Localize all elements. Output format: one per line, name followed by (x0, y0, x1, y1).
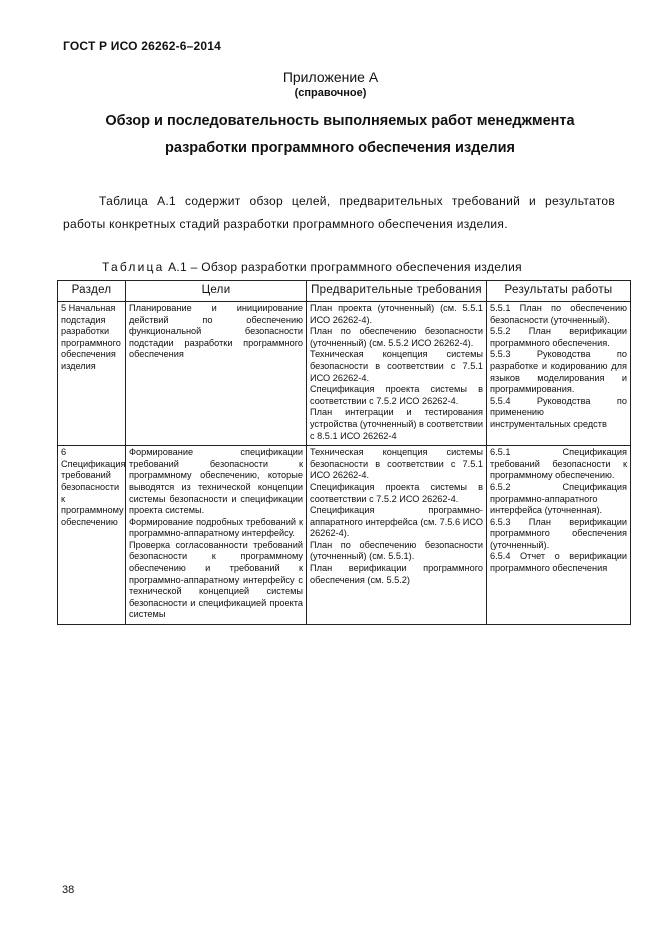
result-item: 5.5.1 План по обеспечению безопасности (уточненный). (490, 303, 627, 325)
row-goals (126, 302, 307, 446)
prerequisite-item: План верификации программного обеспечения (см. 5.5.2) (310, 563, 483, 585)
goal-item: Планирование и инициирование действий по обеспечению функциональной безопасности подстадии разработки программного обеспечения (129, 303, 303, 360)
result-item: 6.5.4 Отчет о верификации программного обеспечения (490, 551, 627, 574)
section-text: 6 Спецификация требований безопасности к программному обеспечению (61, 447, 126, 527)
prerequisite-item: План проекта (уточненный) (см. 5.5.1 ИСО 26262-4). (310, 303, 483, 325)
overview-table (57, 280, 631, 625)
table-caption (102, 260, 522, 274)
row-results (487, 302, 631, 446)
goal-item: Проверка согласованности требований безопасности к программному обеспечению и требований к программно-аппаратному интерфейсу с технической концепцией системы безопасности и спецификацией проекта системы (129, 539, 303, 620)
goal-item: Формирование спецификации требований безопасности к программному обеспечению, которые выводятся из технической концепции системы безопасности и спецификации проекта системы. (129, 447, 303, 516)
appendix-heading (60, 108, 620, 162)
appendix-heading-line2: разработки программного обеспечения изделия (164, 140, 516, 156)
goal-item: Формирование подробных требований к программно-аппаратному интерфейсу. (129, 516, 303, 539)
result-item: 6.5.1 Спецификация требований безопасности к программному обеспечению. (490, 447, 627, 481)
row-prerequisites (307, 446, 487, 625)
table-row (58, 302, 631, 446)
intro-text: Таблица А.1 содержит обзор целей, предварительных требований и результатов работы конкретных стадий разработки программного обеспечения изделия. (63, 194, 615, 231)
result-item: 5.5.2 План верификации программного обеспечения. (490, 326, 627, 348)
row-section (58, 302, 126, 446)
row-goals (126, 446, 307, 625)
header-prerequisites: Предварительные требования (307, 281, 487, 302)
result-item: 5.5.4 Руководства по применению инструментальных средств (490, 395, 627, 429)
header-goals: Цели (126, 281, 307, 302)
header-results: Результаты работы (487, 281, 631, 302)
intro-paragraph (63, 190, 615, 236)
standard-designation: ГОСТ Р ИСО 26262-6–2014 (63, 39, 222, 53)
prerequisite-item: Техническая концепция системы безопасности в соответствии с 7.5.1 ИСО 26262-4. (310, 349, 483, 383)
prerequisite-item: План интеграции и тестирования устройства (уточненный) в соответствии с 8.5.1 ИСО 26262-4 (310, 407, 484, 441)
table-caption-text: А.1 – Обзор разработки программного обеспечения изделия (164, 260, 522, 274)
appendix-subtitle: (справочное) (294, 87, 367, 99)
page-number: 38 (62, 884, 75, 896)
result-item: 6.5.3 План верификации программного обеспечения (уточненный). (490, 516, 627, 550)
appendix-title: Приложение А (282, 69, 379, 85)
prerequisite-item: Спецификация проекта системы в соответствии с 7.5.2 ИСО 26262-4. (310, 481, 483, 504)
prerequisite-item: План по обеспечению безопасности (уточненный) (см. 5.5.1). (310, 539, 483, 562)
header-section: Раздел (58, 281, 126, 302)
prerequisite-item: Техническая концепция системы безопасности в соответствии с 7.5.1 ИСО 26262-4. (310, 447, 483, 481)
prerequisite-item: Спецификация программно-аппаратного интерфейса (см. 7.5.6 ИСО 26262-4). (310, 505, 483, 539)
row-prerequisites (307, 302, 487, 446)
result-item: 5.5.3 Руководства по разработке и кодированию для языков моделирования и программирования. (490, 349, 627, 395)
prerequisite-item: Спецификация проекта системы в соответствии с 7.5.2 ИСО 26262-4. (310, 384, 483, 406)
row-section (58, 446, 126, 625)
result-item: 6.5.2 Спецификация программно-аппаратного интерфейса (уточненная). (490, 481, 627, 516)
section-text: 5 Начальная подстадия разработки программного обеспечения изделия (61, 303, 121, 371)
table-row (58, 446, 631, 625)
row-results (487, 446, 631, 625)
prerequisite-item: План по обеспечению безопасности (уточненный) (см. 5.5.2 ИСО 26262-4). (310, 326, 483, 348)
table-header-row (58, 281, 631, 302)
appendix-heading-line1: Обзор и последовательность выполняемых работ менеджмента (105, 113, 575, 129)
table-caption-prefix: Таблица (102, 260, 165, 274)
